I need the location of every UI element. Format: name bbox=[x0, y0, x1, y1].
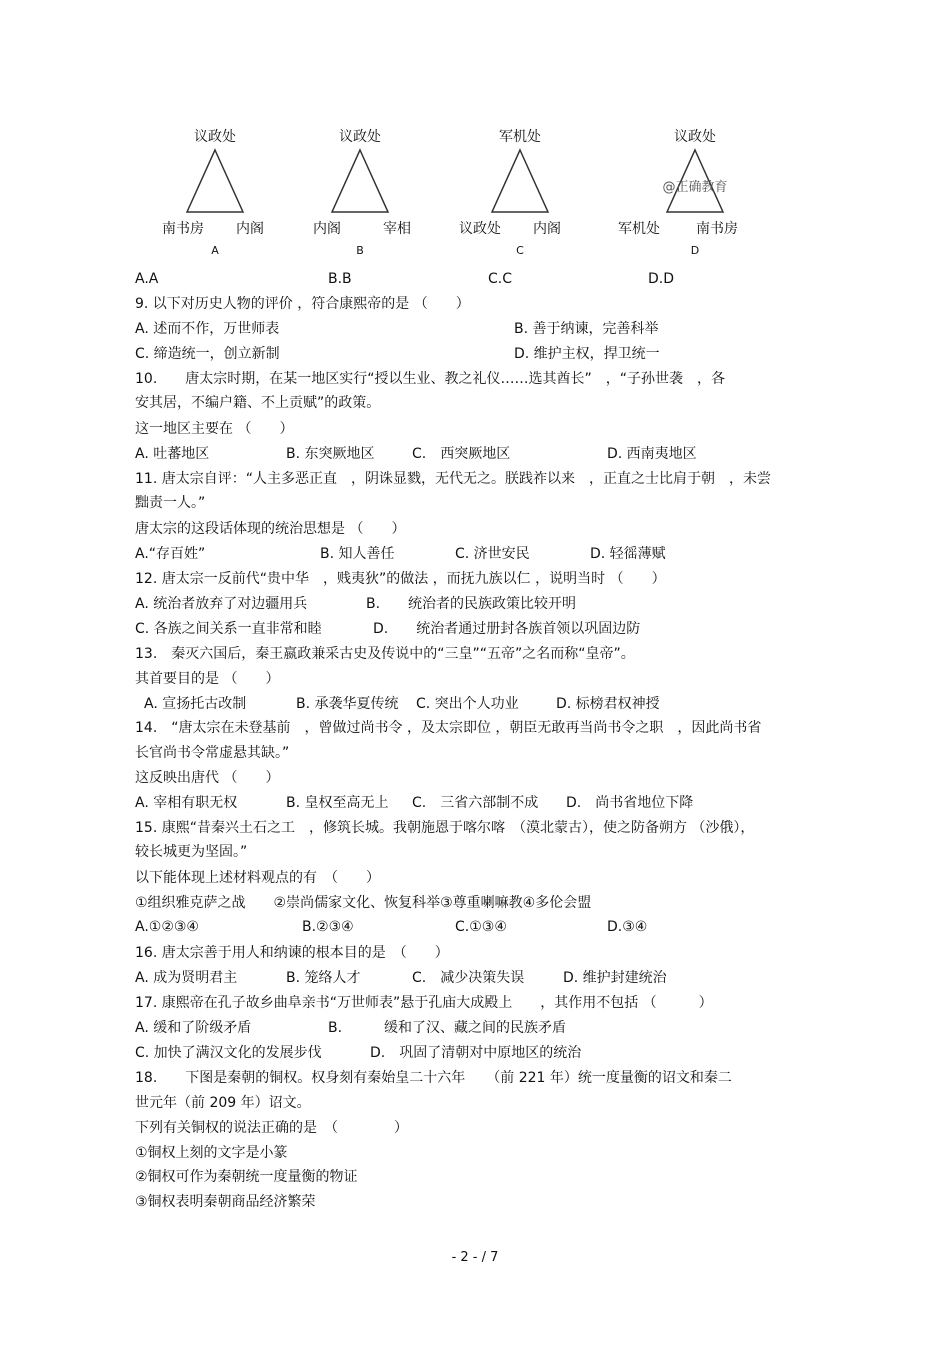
option-a: A.“存百姓” bbox=[135, 546, 206, 562]
diagram-right-label: 南书房 bbox=[696, 221, 738, 237]
option-c: C. 缔造统一，创立新制 bbox=[135, 346, 280, 362]
q11-stem-line1: 11. 唐太宗自评：“人主多恶正直 ，阴诛显戮，无代无之。朕践祚以来 ，正直之士比肩于朝 ，未尝 bbox=[135, 471, 771, 487]
q10-stem-line3: 这一地区主要在 （ ） bbox=[135, 421, 294, 437]
q18-statement-3: ③铜权表明秦朝商品经济繁荣 bbox=[135, 1194, 316, 1210]
diagram-top-label: 议政处 bbox=[194, 129, 236, 145]
diagram-a bbox=[150, 120, 280, 265]
q13-stem-line1: 13. 秦灭六国后，秦王嬴政兼采古史及传说中的“三皇”“五帝”之名而称“皇帝”。 bbox=[135, 646, 635, 662]
option-d: D. 标榜君权神授 bbox=[556, 696, 660, 712]
option-b: B. 承袭华夏传统 bbox=[296, 696, 399, 712]
triangle-icon bbox=[330, 148, 390, 214]
q14-stem-line1: 14. “唐太宗在未登基前 ，曾做过尚书令 ，及太宗即位 ，朝臣无敢再当尚书令之职 ，因此尚书省 bbox=[135, 720, 762, 736]
q15-statements: ①组织雅克萨之战 ②崇尚儒家文化、恢复科举③尊重喇嘛教④多伦会盟 bbox=[135, 895, 592, 911]
q15-stem-line3: 以下能体现上述材料观点的有 （ ） bbox=[135, 870, 380, 886]
option-b: B. 笼络人才 bbox=[286, 970, 361, 986]
diagram-top-label: 军机处 bbox=[499, 129, 541, 145]
option-d: D. 西南夷地区 bbox=[607, 446, 697, 462]
q11-stem-line3: 唐太宗的这段话体现的统治思想是 （ ） bbox=[135, 521, 406, 537]
triangle-icon bbox=[490, 148, 550, 214]
option-d: D. 轻徭薄赋 bbox=[590, 546, 666, 562]
q14-stem-line3: 这反映出唐代 （ ） bbox=[135, 770, 280, 786]
option-d: D. 巩固了清朝对中原地区的统治 bbox=[370, 1045, 582, 1061]
option-c: C. 突出个人功业 bbox=[416, 696, 519, 712]
diagram-right-label: 内阁 bbox=[236, 221, 264, 237]
q11-stem-line2: 黜责一人。” bbox=[135, 495, 206, 511]
diagram-left-label: 内阁 bbox=[313, 221, 341, 237]
option-c: C. 西突厥地区 bbox=[412, 446, 511, 462]
diagram-top-label: 议政处 bbox=[674, 129, 716, 145]
option-a: A. 统治者放弃了对边疆用兵 bbox=[135, 596, 308, 612]
q18-stem-line3: 下列有关铜权的说法正确的是 （ ） bbox=[135, 1120, 408, 1136]
q10-stem-line2: 安其居，不编户籍、不上贡赋”的政策。 bbox=[135, 395, 381, 411]
diagram-c bbox=[455, 120, 585, 265]
diagram-letter: D bbox=[690, 244, 700, 257]
option-a: A. 缓和了阶级矛盾 bbox=[135, 1020, 252, 1036]
q13-stem-line2: 其首要目的是 （ ） bbox=[135, 671, 280, 687]
option-d: D. 维护封建统治 bbox=[563, 970, 667, 986]
option-a: A. 成为贤明君主 bbox=[135, 970, 238, 986]
page-number: - 2 - / 7 bbox=[451, 1250, 499, 1265]
option-b: B.B bbox=[328, 271, 352, 287]
q10-stem-line1: 10. 唐太宗时期，在某一地区实行“授以生业、教之礼仪……选其酋长” ，“子孙世袭 ，各 bbox=[135, 371, 726, 387]
diagram-left-label: 南书房 bbox=[162, 221, 204, 237]
q15-stem-line1: 15. 康熙“昔秦兴土石之工 ，修筑长城。我朝施恩于喀尔喀 （漠北蒙古），使之防备朔方 （沙俄）， bbox=[135, 820, 755, 836]
q18-statement-2: ②铜权可作为秦朝统一度量衡的物证 bbox=[135, 1169, 358, 1185]
diagram-right-label: 宰相 bbox=[383, 221, 411, 237]
diagram-d bbox=[618, 120, 760, 265]
option-b: B. 东突厥地区 bbox=[286, 446, 375, 462]
q14-stem-line2: 长官尚书令常虚悬其缺。” bbox=[135, 745, 290, 761]
diagram-b bbox=[295, 120, 425, 265]
q18-stem-line2: 世元年（前 209 年）诏文。 bbox=[135, 1095, 311, 1111]
option-c: C.①③④ bbox=[455, 919, 507, 935]
option-d: D. 统治者通过册封各族首领以巩固边防 bbox=[373, 621, 641, 637]
option-c: C.C bbox=[488, 271, 513, 287]
option-d: D. 维护主权，捍卫统一 bbox=[514, 346, 660, 362]
option-b: B. 善于纳谏，完善科举 bbox=[514, 321, 659, 337]
option-a: A.①②③④ bbox=[135, 919, 199, 935]
option-b: B. 皇权至高无上 bbox=[286, 795, 389, 811]
option-d: D.D bbox=[648, 271, 675, 287]
option-c: C. 各族之间关系一直非常和睦 bbox=[135, 621, 322, 637]
diagram-left-label: 军机处 bbox=[618, 221, 660, 237]
option-a: A. 宰相有职无权 bbox=[135, 795, 238, 811]
option-b: B.②③④ bbox=[302, 919, 354, 935]
option-c: C. 三省六部制不成 bbox=[412, 795, 539, 811]
option-c: C. 加快了满汉文化的发展步伐 bbox=[135, 1045, 322, 1061]
option-d: D.③④ bbox=[607, 919, 648, 935]
option-d: D. 尚书省地位下降 bbox=[566, 795, 694, 811]
q9-stem: 9. 以下对历史人物的评价 ，符合康熙帝的是 （ ） bbox=[135, 296, 470, 312]
option-b: B. 缓和了汉、藏之间的民族矛盾 bbox=[328, 1020, 567, 1036]
triangle-icon bbox=[185, 148, 245, 214]
diagram-letter: C bbox=[516, 244, 524, 257]
q15-stem-line2: 较长城更为坚固。” bbox=[135, 844, 248, 860]
q12-stem: 12. 唐太宗一反前代“贵中华 ，贱夷狄”的做法 ，而抚九族以仁 ，说明当时 （ ） bbox=[135, 571, 666, 587]
diagram-right-label: 内阁 bbox=[533, 221, 561, 237]
diagram-letter: B bbox=[356, 244, 364, 257]
diagram-left-label: 议政处 bbox=[459, 221, 501, 237]
option-a: A. 吐蕃地区 bbox=[135, 446, 210, 462]
option-b: B. 知人善任 bbox=[320, 546, 395, 562]
option-c: C. 济世安民 bbox=[455, 546, 530, 562]
q18-statement-1: ①铜权上刻的文字是小篆 bbox=[135, 1145, 288, 1161]
q17-stem: 17. 康熙帝在孔子故乡曲阜亲书“万世师表”悬于孔庙大成殿上 ，其作用不包括 （ ） bbox=[135, 995, 713, 1011]
option-a: A.A bbox=[135, 271, 159, 287]
watermark: @正确教育 bbox=[662, 180, 728, 195]
option-b: B. 统治者的民族政策比较开明 bbox=[366, 596, 577, 612]
option-c: C. 减少决策失误 bbox=[412, 970, 525, 986]
diagram-letter: A bbox=[211, 244, 219, 257]
option-a: A. 述而不作，万世师表 bbox=[135, 321, 280, 337]
diagram-top-label: 议政处 bbox=[339, 129, 381, 145]
q18-stem-line1: 18. 下图是秦朝的铜权。权身刻有秦始皇二十六年 （前 221 年）统一度量衡的诏文和秦二 bbox=[135, 1070, 732, 1086]
q16-stem: 16. 唐太宗善于用人和纳谏的根本目的是 （ ） bbox=[135, 945, 449, 961]
option-a: A. 宣扬托古改制 bbox=[144, 696, 247, 712]
